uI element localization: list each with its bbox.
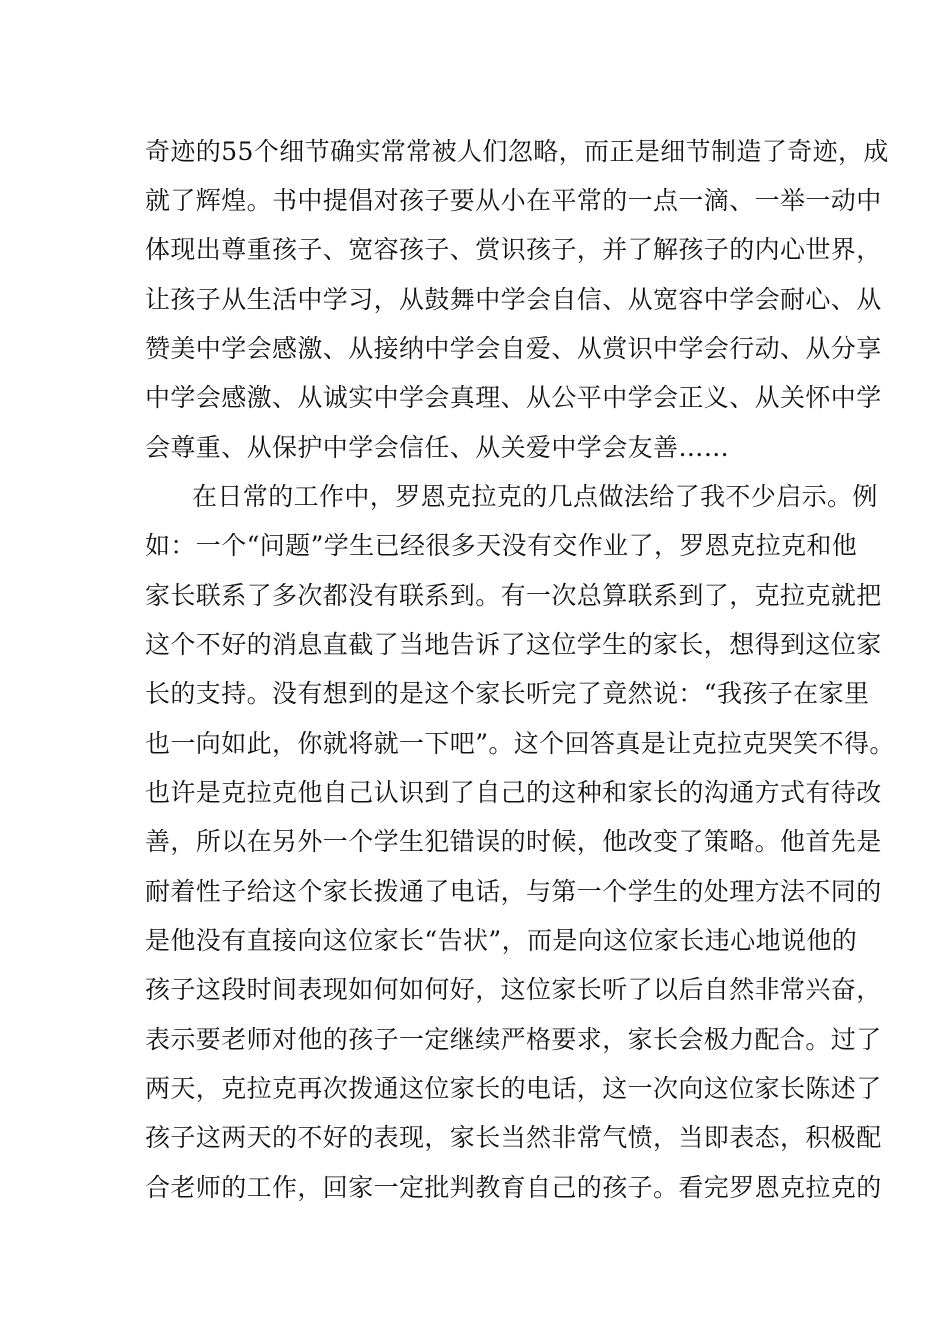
text-line-8: 在日常的工作中，罗恩克拉克的几点做法给了我不少启示。例: [192, 482, 878, 511]
text-line-5: 赞美中学会感激、从接纳中学会自爱、从赏识中学会行动、从分享: [145, 334, 882, 363]
text-line-11: 这个不好的消息直截了当地告诉了这位学生的家长，想得到这位家: [145, 630, 882, 659]
text-line-16: 耐着性子给这个家长拨通了电话，与第一个学生的处理方法不同的: [145, 877, 882, 906]
text-line-6: 中学会感激、从诚实中学会真理、从公平中学会正义、从关怀中学: [145, 383, 882, 412]
text-line-12: 长的支持。没有想到的是这个家长听完了竟然说：“我孩子在家里: [145, 679, 870, 708]
text-line-10: 家长联系了多次都没有联系到。有一次总算联系到了，克拉克就把: [145, 581, 882, 610]
text-line-14: 也许是克拉克他自己认识到了自己的这种和家长的沟通方式有待改: [145, 778, 882, 807]
text-line-1: 奇迹的55个细节确实常常被人们忽略，而正是细节制造了奇迹，成: [145, 137, 889, 166]
text-line-4: 让孩子从生活中学习，从鼓舞中学会自信、从宽容中学会耐心、从: [145, 285, 882, 314]
text-line-15: 善，所以在另外一个学生犯错误的时候，他改变了策略。他首先是: [145, 827, 882, 856]
text-line-3: 体现出尊重孩子、宽容孩子、赏识孩子，并了解孩子的内心世界，: [145, 235, 882, 264]
text-line-13: 也一向如此，你就将就一下吧”。这个回答真是让克拉克哭笑不得。: [145, 729, 895, 758]
text-line-9: 如：一个“问题”学生已经很多天没有交作业了，罗恩克拉克和他: [145, 531, 858, 560]
text-line-17: 是他没有直接向这位家长“告状”，而是向这位家长违心地说他的: [145, 926, 858, 955]
text-line-2: 就了辉煌。书中提倡对孩子要从小在平常的一点一滴、一举一动中: [145, 186, 882, 215]
text-line-19: 表示要老师对他的孩子一定继续严格要求，家长会极力配合。过了: [145, 1025, 882, 1054]
text-line-20: 两天，克拉克再次拨通这位家长的电话，这一次向这位家长陈述了: [145, 1074, 882, 1103]
text-line-22: 合老师的工作，回家一定批判教育自己的孩子。看完罗恩克拉克的: [145, 1173, 882, 1202]
text-line-18: 孩子这段时间表现如何如何好，这位家长听了以后自然非常兴奋，: [145, 975, 882, 1004]
text-line-21: 孩子这两天的不好的表现，家长当然非常气愤，当即表态，积极配: [145, 1123, 882, 1152]
text-line-7: 会尊重、从保护中学会信任、从关爱中学会友善……: [145, 433, 730, 462]
